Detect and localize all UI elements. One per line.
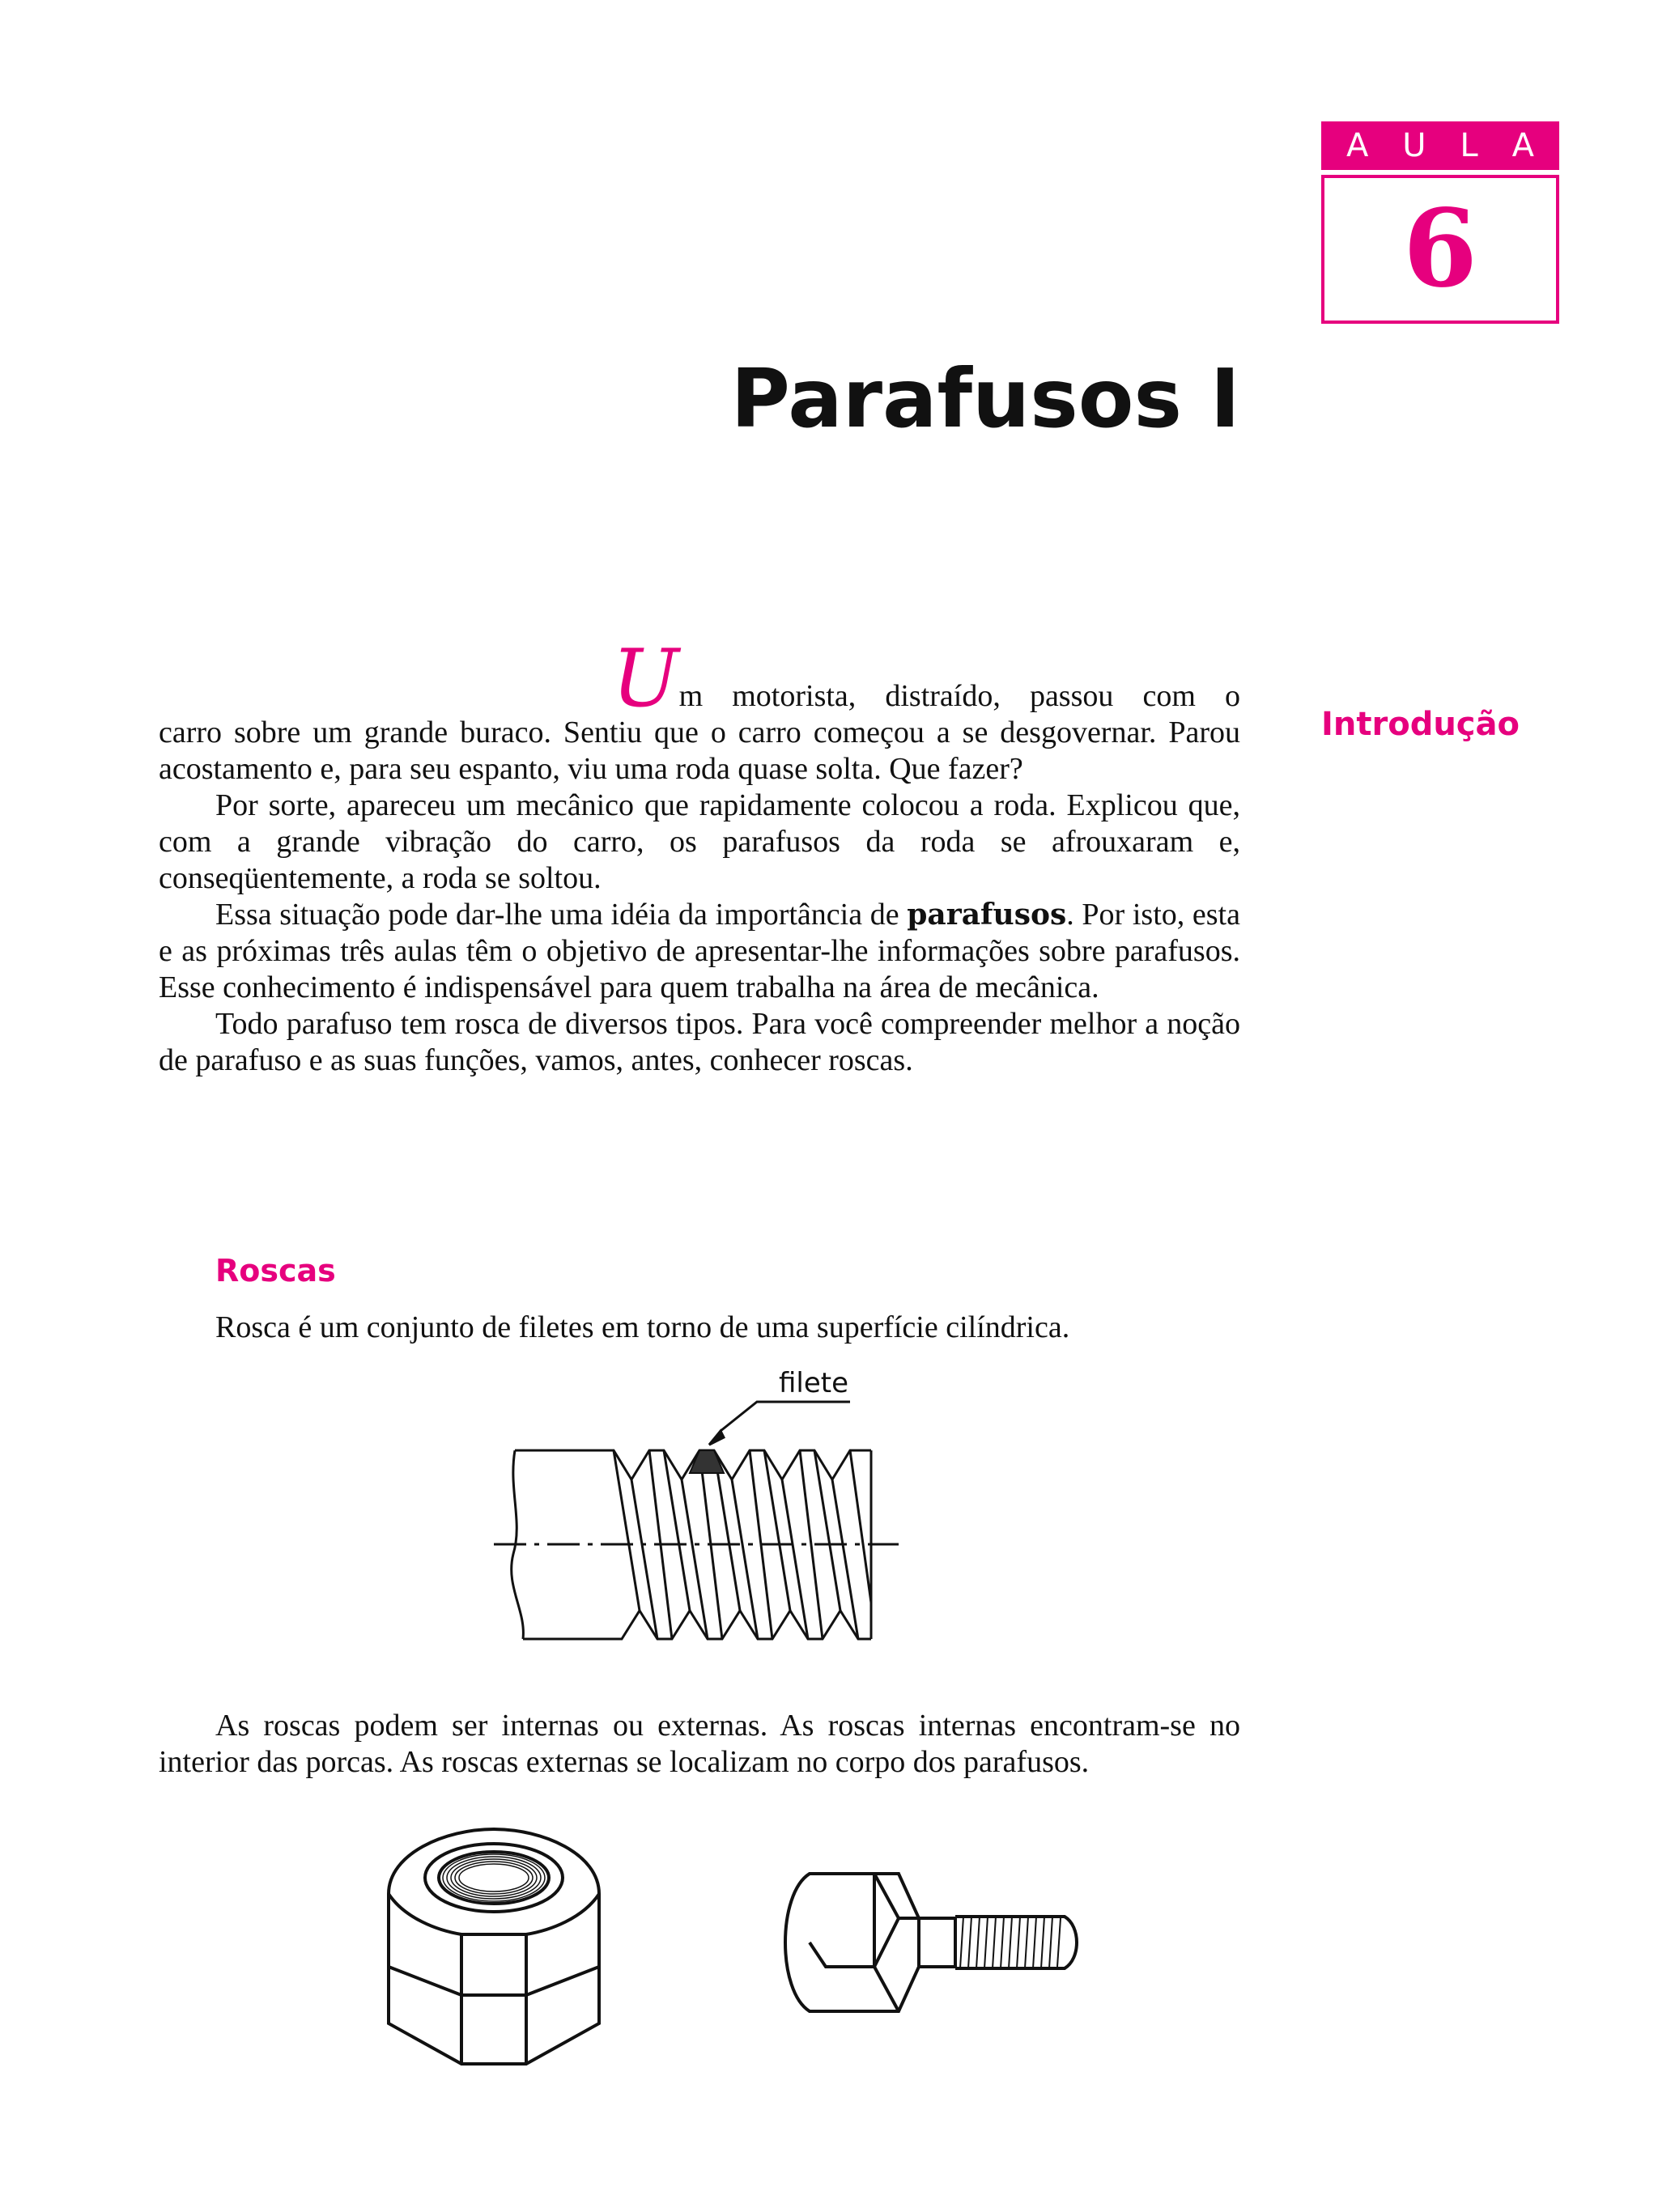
section-heading-roscas: Roscas (215, 1253, 336, 1289)
intro-paragraph-1-continued: carro sobre um grande buraco. Sentiu que o carro começou a se desgovernar. Parou acostamento e, para seu espanto, viu uma roda quase solta. Que fazer? (159, 715, 1240, 786)
nut-drawing (372, 1821, 615, 2072)
intro-paragraph-2: Por sorte, apareceu um mecânico que rapidamente colocou a roda. Explicou que, com a grande vibração do carro, os parafusos da roda se afrouxaram e, conseqüentemente, a roda se soltou. (159, 788, 1240, 895)
keyword-parafusos: parafusos (907, 898, 1067, 932)
roscas-types (159, 1708, 1240, 1781)
intro-paragraph-1-start: m motorista, distraído, passou com o (678, 679, 1240, 713)
filete-label: filete (779, 1367, 849, 1399)
leader-arrow (709, 1431, 724, 1445)
roscas-paragraph-2: As roscas podem ser internas ou externas. As roscas internas encontram-se no interior das porcas. As roscas externas se localizam no corpo dos parafusos. (159, 1709, 1240, 1779)
bolt-neck (919, 1918, 955, 1967)
intro-paragraph-4: Todo parafuso tem rosca de diversos tipos. Para você compreender melhor a noção de parafuso e as suas funções, vamos, antes, conhecer roscas. (159, 1007, 1240, 1077)
bolt-head-face (810, 1874, 899, 1967)
nut-internal-thread (443, 1854, 545, 1901)
sidebar-section-heading: Introdução (1321, 706, 1520, 743)
drop-cap: U (612, 633, 679, 725)
bolt-outline (785, 1874, 1077, 2011)
thread-outline (512, 1402, 871, 1639)
bolt-head-edges (874, 1874, 919, 2011)
filete-highlight (690, 1450, 724, 1473)
lesson-number: 6 (1403, 186, 1477, 312)
lesson-label-letter: A (1511, 127, 1534, 164)
bolt-external-thread (960, 1917, 1061, 1968)
bolt-head (785, 1874, 919, 2011)
bolt-drawing (777, 1862, 1093, 2023)
lesson-label-letter: L (1460, 127, 1478, 164)
lesson-label-letter: A (1346, 127, 1369, 164)
page-title: Parafusos I (730, 351, 1240, 446)
intro-section (159, 633, 1240, 1079)
lesson-badge (1321, 121, 1559, 324)
lesson-label-letter: U (1402, 127, 1426, 164)
nut-sides (389, 1967, 599, 2064)
intro-paragraph-3-start: Essa situação pode dar-lhe uma idéia da importância de (215, 898, 908, 932)
intro-paragraph-3-end: . Por isto, esta e as próximas três aulas têm o objetivo de apresentar-lhe informações sobre parafusos. Esse conhecimento é indispensável para quem trabalha na área de mecânica. (159, 898, 1240, 1004)
intro-paragraph-1-opening (159, 633, 1240, 725)
intro-paragraph-3 (159, 897, 1240, 1006)
lesson-number-frame (1321, 175, 1559, 324)
thread-diagram (478, 1360, 915, 1683)
lesson-label (1321, 121, 1559, 170)
roscas-paragraph-1: Rosca é um conjunto de filetes em torno de uma superfície cilíndrica. (215, 1310, 1070, 1344)
nut-faces (461, 1934, 526, 2064)
leader-line (721, 1402, 850, 1431)
nut-top-edge (389, 1894, 599, 1934)
roscas-intro (159, 1310, 1240, 1346)
